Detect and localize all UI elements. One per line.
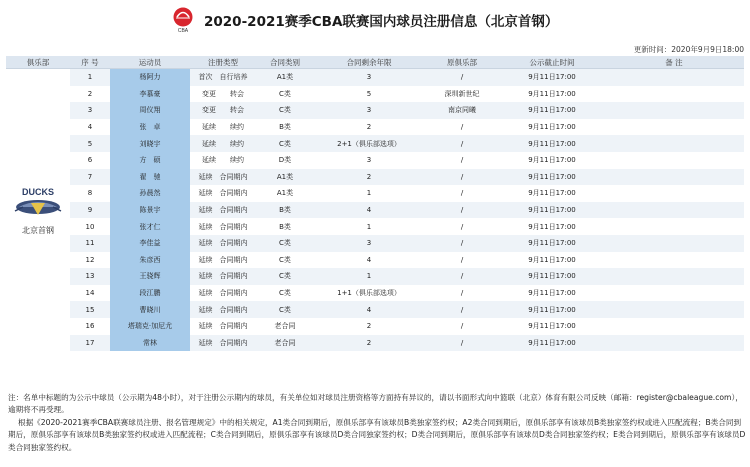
player-name: 周仪翔 (110, 102, 190, 119)
table-row (6, 202, 744, 219)
contract-category: C类 (256, 135, 314, 152)
remaining-years: 1 (314, 218, 424, 235)
remarks (604, 86, 744, 103)
registration-table (6, 56, 744, 351)
original-club: / (424, 235, 500, 252)
remarks (604, 285, 744, 302)
col-header-original-club: 原俱乐部 (424, 56, 500, 69)
table-row (6, 169, 744, 186)
player-name: 方 硕 (110, 152, 190, 169)
contract-category: 老合同 (256, 318, 314, 335)
original-club: / (424, 169, 500, 186)
table-row (6, 152, 744, 169)
col-header-deadline: 公示截止时间 (500, 56, 604, 69)
registration-type: 延续 合同期内 (190, 202, 256, 219)
original-club: 南京同曦 (424, 102, 500, 119)
remarks (604, 301, 744, 318)
remaining-years: 2 (314, 335, 424, 352)
deadline: 9月11日17:00 (500, 102, 604, 119)
contract-category: A1类 (256, 169, 314, 186)
deadline: 9月11日17:00 (500, 252, 604, 269)
deadline: 9月11日17:00 (500, 169, 604, 186)
row-number: 7 (70, 169, 110, 186)
registration-type: 延续 合同期内 (190, 185, 256, 202)
deadline: 9月11日17:00 (500, 69, 604, 86)
row-number: 2 (70, 86, 110, 103)
remaining-years: 2 (314, 169, 424, 186)
contract-category: 老合同 (256, 335, 314, 352)
registration-type: 延续 合同期内 (190, 169, 256, 186)
deadline: 9月11日17:00 (500, 135, 604, 152)
remarks (604, 268, 744, 285)
contract-category: A1类 (256, 69, 314, 86)
table-row (6, 235, 744, 252)
svg-text:CBA: CBA (177, 28, 189, 34)
contract-category: A1类 (256, 185, 314, 202)
remaining-years: 1 (314, 268, 424, 285)
row-number: 10 (70, 218, 110, 235)
contract-category: C类 (256, 268, 314, 285)
table-row (6, 185, 744, 202)
registration-type: 延续 续约 (190, 152, 256, 169)
player-name: 张 卓 (110, 119, 190, 136)
player-name: 塔瑞克·加尼尤 (110, 318, 190, 335)
notes (8, 392, 746, 454)
original-club: / (424, 268, 500, 285)
table-row (6, 86, 744, 103)
col-header-remaining-years: 合同剩余年限 (314, 56, 424, 69)
table-row (6, 69, 744, 86)
row-number: 8 (70, 185, 110, 202)
remaining-years: 5 (314, 86, 424, 103)
player-name: 李佳益 (110, 235, 190, 252)
remarks (604, 318, 744, 335)
table-row (6, 135, 744, 152)
contract-category: B类 (256, 202, 314, 219)
col-header-reg-type: 注册类型 (190, 56, 256, 69)
remarks (604, 69, 744, 86)
original-club: / (424, 335, 500, 352)
col-header-remarks: 备 注 (604, 56, 744, 69)
remarks (604, 202, 744, 219)
registration-type: 延续 合同期内 (190, 268, 256, 285)
row-number: 9 (70, 202, 110, 219)
registration-type: 变更 转会 (190, 86, 256, 103)
deadline: 9月11日17:00 (500, 119, 604, 136)
player-name: 翟 驰 (110, 169, 190, 186)
registration-type: 延续 合同期内 (190, 252, 256, 269)
registration-type: 延续 续约 (190, 135, 256, 152)
original-club: / (424, 135, 500, 152)
original-club: / (424, 185, 500, 202)
registration-type: 变更 转会 (190, 102, 256, 119)
table-row (6, 318, 744, 335)
remarks (604, 102, 744, 119)
player-name: 王骁辉 (110, 268, 190, 285)
table-row (6, 119, 744, 136)
player-name: 刘晓宇 (110, 135, 190, 152)
row-number: 5 (70, 135, 110, 152)
remaining-years: 2 (314, 119, 424, 136)
remarks (604, 252, 744, 269)
contract-category: B类 (256, 119, 314, 136)
table-header (6, 56, 744, 69)
table-row (6, 218, 744, 235)
remaining-years: 3 (314, 102, 424, 119)
deadline: 9月11日17:00 (500, 86, 604, 103)
col-header-club: 俱乐部 (6, 56, 70, 69)
remaining-years: 3 (314, 69, 424, 86)
original-club: / (424, 218, 500, 235)
contract-category: C类 (256, 301, 314, 318)
player-name: 陈景宇 (110, 202, 190, 219)
deadline: 9月11日17:00 (500, 152, 604, 169)
original-club: / (424, 318, 500, 335)
note-regulations: 根据《2020-2021赛季CBA联赛球员注册、报名管理规定》中的相关规定，A1类合同到期后，原俱乐部享有该球员B类独家签约权；A2类合同到期后，原俱乐部享有该球员B类独家签约权或进入匹配流程；B类合同到期后，原俱乐部享有该球员B类独家签约权或进入匹配流程；C类合同到期后，原俱乐部享有该球员D类合同独家签约权；D类合同到期后，原俱乐部享有该球员D类合同独家签约权；E类合同到期后，原俱乐部享有该球员D类合同独家签约权。 (8, 417, 746, 452)
table-row (6, 335, 744, 352)
col-header-no: 序 号 (70, 56, 110, 69)
registration-type: 延续 续约 (190, 119, 256, 136)
row-number: 3 (70, 102, 110, 119)
table-row (6, 301, 744, 318)
col-header-contract-category: 合同类别 (256, 56, 314, 69)
registration-type: 延续 合同期内 (190, 218, 256, 235)
row-number: 14 (70, 285, 110, 302)
table-row (6, 102, 744, 119)
row-number: 17 (70, 335, 110, 352)
player-name: 杨阿力 (110, 69, 190, 86)
deadline: 9月11日17:00 (500, 235, 604, 252)
registration-type: 延续 合同期内 (190, 235, 256, 252)
remarks (604, 185, 744, 202)
deadline: 9月11日17:00 (500, 285, 604, 302)
original-club: / (424, 69, 500, 86)
table-row (6, 268, 744, 285)
page-title: 2020-2021赛季CBA联赛国内球员注册信息（北京首钢） (204, 14, 559, 30)
original-club: / (424, 152, 500, 169)
remarks (604, 235, 744, 252)
remarks (604, 119, 744, 136)
table-row (6, 252, 744, 269)
row-number: 1 (70, 69, 110, 86)
remarks (604, 152, 744, 169)
contract-category: C类 (256, 285, 314, 302)
remarks (604, 218, 744, 235)
player-name: 张才仁 (110, 218, 190, 235)
deadline: 9月11日17:00 (500, 268, 604, 285)
row-number: 4 (70, 119, 110, 136)
remarks (604, 169, 744, 186)
original-club: / (424, 285, 500, 302)
deadline: 9月11日17:00 (500, 301, 604, 318)
original-club: 深圳新世纪 (424, 86, 500, 103)
player-name: 朱彦西 (110, 252, 190, 269)
remarks (604, 335, 744, 352)
original-club: / (424, 301, 500, 318)
cba-logo (172, 6, 194, 34)
deadline: 9月11日17:00 (500, 335, 604, 352)
update-time: 更新时间：2020年9月9日18:00 (633, 45, 744, 54)
row-number: 12 (70, 252, 110, 269)
remaining-years: 3 (314, 235, 424, 252)
remaining-years: 2 (314, 318, 424, 335)
player-name: 曹晓川 (110, 301, 190, 318)
contract-category: D类 (256, 152, 314, 169)
registration-type: 首次 自行培养 (190, 69, 256, 86)
remaining-years: 3 (314, 152, 424, 169)
registration-type: 延续 合同期内 (190, 318, 256, 335)
player-name: 段江鹏 (110, 285, 190, 302)
remaining-years: 2+1（俱乐部选项） (314, 135, 424, 152)
player-name: 常林 (110, 335, 190, 352)
row-number: 16 (70, 318, 110, 335)
original-club: / (424, 252, 500, 269)
player-name: 孙晨然 (110, 185, 190, 202)
remaining-years: 1 (314, 185, 424, 202)
contract-category: C类 (256, 102, 314, 119)
contract-category: C类 (256, 86, 314, 103)
registration-type: 延续 合同期内 (190, 285, 256, 302)
remaining-years: 4 (314, 202, 424, 219)
deadline: 9月11日17:00 (500, 202, 604, 219)
club-cell (6, 69, 70, 352)
svg-text:DUCKS: DUCKS (21, 186, 55, 197)
registration-type: 延续 合同期内 (190, 335, 256, 352)
deadline: 9月11日17:00 (500, 318, 604, 335)
registration-type: 延续 合同期内 (190, 301, 256, 318)
club-name: 北京首钢 (22, 225, 54, 235)
remaining-years: 4 (314, 252, 424, 269)
remarks (604, 135, 744, 152)
row-number: 15 (70, 301, 110, 318)
contract-category: C类 (256, 235, 314, 252)
deadline: 9月11日17:00 (500, 218, 604, 235)
row-number: 6 (70, 152, 110, 169)
contract-category: C类 (256, 252, 314, 269)
row-number: 13 (70, 268, 110, 285)
table-row (6, 285, 744, 302)
original-club: / (424, 202, 500, 219)
remaining-years: 1+1（俱乐部选项） (314, 285, 424, 302)
col-header-player: 运动员 (110, 56, 190, 69)
note-announcement: 注：名单中标题的为公示中球员（公示期为48小时），对于注册公示期内的球员，有关单位如对球员注册资格等方面持有异议的，请以书面形式向中篮联（北京）体育有限公司反映（邮箱：register@cbaleague.com），逾期将不再受理。 (8, 393, 743, 415)
ducks-logo (9, 185, 67, 221)
original-club: / (424, 119, 500, 136)
deadline: 9月11日17:00 (500, 185, 604, 202)
remaining-years: 4 (314, 301, 424, 318)
contract-category: B类 (256, 218, 314, 235)
row-number: 11 (70, 235, 110, 252)
player-name: 李慕豪 (110, 86, 190, 103)
